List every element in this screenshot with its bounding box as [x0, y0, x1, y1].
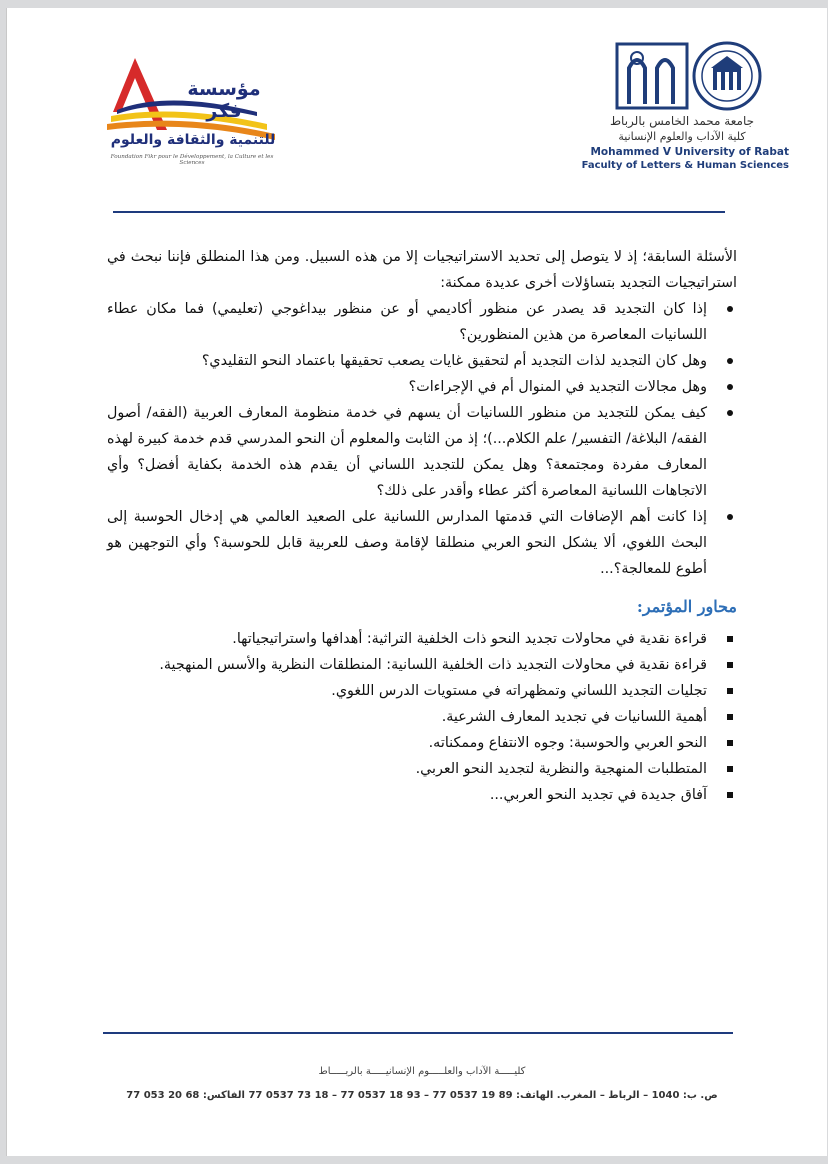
bullet-icon: [727, 306, 733, 312]
intro-paragraph: الأسئلة السابقة؛ إذ لا يتوصل إلى تحديد الاستراتيجيات إلا من هذه السبيل. ومن هذا المنطلق فإننا نبحث في استراتيجيات التجديد بتساؤلات أخرى عديدة ممكنة:: [107, 249, 737, 291]
square-bullet-icon: [727, 792, 733, 798]
fikr-foundation-logo: [107, 50, 277, 180]
main-content: [107, 244, 737, 808]
footer-faculty: كليـــــة الآداب والعلـــــوم الإنسانيـــــة بالربـــــاط: [318, 1066, 526, 1077]
fikr-subtitle: للتنمية والثقافة والعلوم: [110, 132, 276, 148]
square-bullet-icon: [727, 740, 733, 746]
list-item: تجليات التجديد اللساني وتمظهراته في مستويات الدرس اللغوي.: [107, 678, 707, 704]
header-divider: [113, 211, 725, 213]
list-item: آفاق جديدة في تجديد النحو العربي...: [107, 782, 707, 808]
bullet-icon: [727, 410, 733, 416]
footer-divider: [103, 1032, 733, 1034]
bullet-icon: [727, 514, 733, 520]
list-item: كيف يمكن للتجديد من منظور اللسانيات أن يسهم في خدمة منظومة المعارف العربية (الفقه/ أصول الفقه/ البلاغة/ التفسير/ علم الكلام...)؛ إذ من الثابت والمعلوم أن النحو المدرسي قدم خدمة كبيرة لهذه المعارف مفردة ومجتمعة؟ وهل يمكن للتجديد اللساني أن يقدم هذه الخدمة بكفاية أفضل؟ وأي الاتجاهات اللسانية المعاصرة أكثر عطاء وأقدر على ذلك؟: [107, 400, 707, 504]
list-item: أهمية اللسانيات في تجديد المعارف الشرعية.: [107, 704, 707, 730]
document-page: [6, 8, 827, 1156]
square-bullet-icon: [727, 688, 733, 694]
fikr-name: مؤسسة فكر: [187, 78, 261, 122]
list-item: قراءة نقدية في محاولات تجديد النحو ذات الخلفية التراثية: أهدافها واستراتيجياتها.: [107, 626, 707, 652]
faculty-name-arabic: كلية الآداب والعلوم الإنسانية: [618, 130, 746, 143]
footer-contact: ص. ب: 1040 – الرباط – المغرب. الهاتف: 89 19 0537 77 – 93 18 0537 77 – 18 73 0537 77 الفاكس: 68 20 053 77: [126, 1090, 718, 1101]
list-item: قراءة نقدية في محاولات التجديد ذات الخلفية اللسانية: المنطلقات النظرية والأسس المنهجية.: [107, 652, 707, 678]
fikr-tagline: Foundation Fikr pour le Développement, la Culture et les Sciences: [110, 154, 274, 166]
square-bullet-icon: [727, 636, 733, 642]
questions-list: [107, 296, 737, 582]
list-item: إذا كانت أهم الإضافات التي قدمتها المدارس اللسانية على الصعيد العالمي هي إدخال الحوسبة إلى البحث اللغوي، ألا يشكل النحو العربي منطلقا لإقامة وصف للعربية قابل للحوسبة؟ وأي التوجهين هو أطوع للمعالجة؟...: [107, 504, 707, 582]
bullet-icon: [727, 358, 733, 364]
square-bullet-icon: [727, 714, 733, 720]
university-emblem-icon: [577, 38, 789, 114]
list-item: النحو العربي والحوسبة: وجوه الانتفاع وممكناته.: [107, 730, 707, 756]
square-bullet-icon: [727, 766, 733, 772]
square-bullet-icon: [727, 662, 733, 668]
list-item: وهل كان التجديد لذات التجديد أم لتحقيق غايات يصعب تحقيقها باعتماد النحو التقليدي؟: [107, 348, 707, 374]
university-logo: [577, 38, 792, 188]
axes-list: [107, 626, 737, 808]
bullet-icon: [727, 384, 733, 390]
university-name-arabic: جامعة محمد الخامس بالرباط: [609, 114, 755, 128]
list-item: وهل مجالات التجديد في المنوال أم في الإجراءات؟: [107, 374, 707, 400]
faculty-name-english: Faculty of Letters & Human Sciences: [581, 160, 789, 171]
list-item: المتطلبات المنهجية والنظرية لتجديد النحو العربي.: [107, 756, 707, 782]
list-item: إذا كان التجديد قد يصدر عن منظور أكاديمي أو عن منظور بيداغوجي (تعليمي) فما مكان عطاء اللسانيات المعاصرة من هذين المنظورين؟: [107, 296, 707, 348]
university-name-english: Mohammed V University of Rabat: [590, 146, 789, 158]
conference-axes-heading: محاور المؤتمر:: [636, 597, 737, 616]
